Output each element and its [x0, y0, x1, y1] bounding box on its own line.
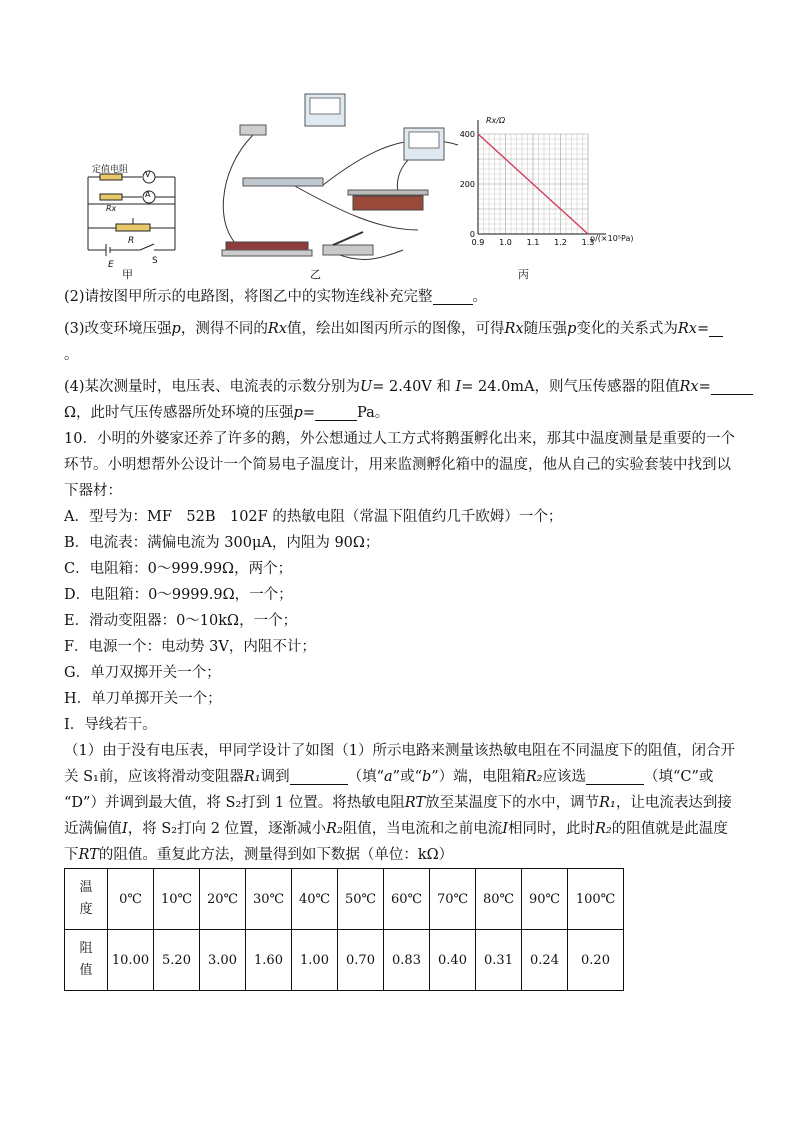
option-b: B．电流表：满偏电流为 300μA，内阻为 90Ω； [64, 535, 380, 551]
option-f: F．电源一个：电动势 3V，内阻不计； [64, 639, 316, 655]
value-cell: 0.40 [430, 930, 476, 991]
voltmeter-label: V [145, 170, 151, 179]
question-4-cont: Ω，此时气压传感器所处环境的压强p= Pa。 [64, 400, 744, 426]
part1-line2: 关 S₁前，应该将滑动变阻器R₁调到 （填“a”或“b”）端，电阻箱R₂应该选 （填“C”或 [64, 764, 744, 790]
q10-line3: 下器材： [64, 483, 122, 499]
temp-cell: 100℃ [568, 869, 624, 930]
value-cell: 5.20 [154, 930, 200, 991]
question-content [64, 284, 744, 868]
answer-blank[interactable] [586, 766, 644, 785]
q10-line2: 环节。小明想帮外公设计一个简易电子温度计，用来监测孵化箱中的温度，他从自己的实验套装中找到以 [64, 457, 731, 473]
apparatus-diagram-yi [208, 90, 458, 270]
part1-line5: 下RT的阻值。重复此方法，测量得到如下数据（单位：kΩ） [64, 847, 454, 863]
option-g: G．单刀双掷开关一个； [64, 665, 221, 681]
caption-bing: 丙 [518, 268, 529, 281]
ammeter-label: A [145, 190, 151, 199]
value-cell: 10.00 [108, 930, 154, 991]
e-label: E [108, 260, 114, 270]
option-d: D．电阻箱：0～9999.9Ω，一个； [64, 587, 293, 603]
temp-cell: 20℃ [200, 869, 246, 930]
value-cell: 0.70 [338, 930, 384, 991]
value-cell: 0.20 [568, 930, 624, 991]
caption-jia: 甲 [122, 268, 133, 281]
s-label: S [152, 256, 158, 266]
value-cell: 3.00 [200, 930, 246, 991]
temp-cell: 10℃ [154, 869, 200, 930]
temp-cell: 0℃ [108, 869, 154, 930]
data-table [64, 868, 624, 991]
y-tick-label: 400 [459, 130, 475, 139]
option-h: H．单刀单掷开关一个； [64, 691, 222, 707]
part1-line1: （1）由于没有电压表，甲同学设计了如图（1）所示电路来测量该热敏电阻在不同温度下的阻值，闭合开 [64, 743, 735, 759]
answer-blank[interactable] [315, 402, 357, 421]
temp-cell: 60℃ [384, 869, 430, 930]
value-cell: 0.83 [384, 930, 430, 991]
caption-yi: 乙 [310, 268, 321, 281]
header-temperature: 温 度 [65, 869, 108, 930]
option-a: A．型号为：MF 52B 102F 的热敏电阻（常温下阻值约几千欧姆）一个； [64, 509, 563, 525]
question-2: (2)请按图甲所示的电路图，将图乙中的实物连线补充完整 。 [64, 284, 744, 310]
fixed-resistor-label: 定值电阻 [92, 165, 129, 175]
option-i: I．导线若干。 [64, 717, 157, 733]
answer-blank[interactable] [709, 318, 723, 337]
part1-line3: “D”）并调到最大值，将 S₂打到 1 位置。将热敏电阻RT放至某温度下的水中，调节R₁，让电流表达到接 [64, 795, 732, 811]
r-label: R [128, 236, 135, 246]
rx-label: Rx [106, 204, 117, 213]
value-cell: 1.00 [292, 930, 338, 991]
y-tick-label: 0 [469, 230, 475, 239]
x-tick-label: 1.3 [581, 238, 595, 247]
circuit-diagram-jia [78, 160, 188, 270]
answer-blank[interactable] [711, 376, 753, 395]
temp-cell: 70℃ [430, 869, 476, 930]
temp-cell: 50℃ [338, 869, 384, 930]
x-tick-label: 1.2 [554, 238, 567, 247]
question-3: (3)改变环境压强p，测得不同的Rx值，绘出如图丙所示的图像，可得Rx随压强p变化的关系式为Rx= [64, 316, 744, 342]
temp-cell: 90℃ [522, 869, 568, 930]
option-e: E．滑动变阻器：0～10kΩ，一个； [64, 613, 298, 629]
answer-blank[interactable] [290, 766, 348, 785]
x-tick-label: 0.9 [471, 238, 485, 247]
question-4: (4)某次测量时，电压表、电流表的示数分别为U= 2.40V 和 I= 24.0mA，则气压传感器的阻值Rx= [64, 374, 744, 400]
table-row-temperature [65, 869, 624, 930]
y-tick-label: 200 [459, 180, 475, 189]
temp-cell: 40℃ [292, 869, 338, 930]
value-cell: 0.24 [522, 930, 568, 991]
question-3-end: 。 [64, 347, 79, 363]
x-tick-label: 1.0 [499, 238, 512, 247]
graph-x-label: p/(×10⁵Pa) [590, 234, 634, 243]
q10-line1: 10．小明的外婆家还养了许多的鹅，外公想通过人工方式将鹅蛋孵化出来，那其中温度测量是重要的一个 [64, 431, 735, 447]
answer-blank[interactable] [433, 286, 473, 305]
temp-cell: 80℃ [476, 869, 522, 930]
graph-y-label: Rx/Ω [486, 116, 506, 125]
option-c: C．电阻箱：0～999.99Ω，两个； [64, 561, 293, 577]
table-row-resistance [65, 930, 624, 991]
header-resistance: 阻 值 [65, 930, 108, 991]
temp-cell: 30℃ [246, 869, 292, 930]
value-cell: 0.31 [476, 930, 522, 991]
figure-row [78, 90, 718, 280]
value-cell: 1.60 [246, 930, 292, 991]
x-tick-label: 1.1 [526, 238, 540, 247]
part1-line4: 近满偏值I，将 S₂打向 2 位置，逐渐减小R₂阻值，当电流和之前电流I相同时，此时R₂的阻值就是此温度 [64, 821, 728, 837]
